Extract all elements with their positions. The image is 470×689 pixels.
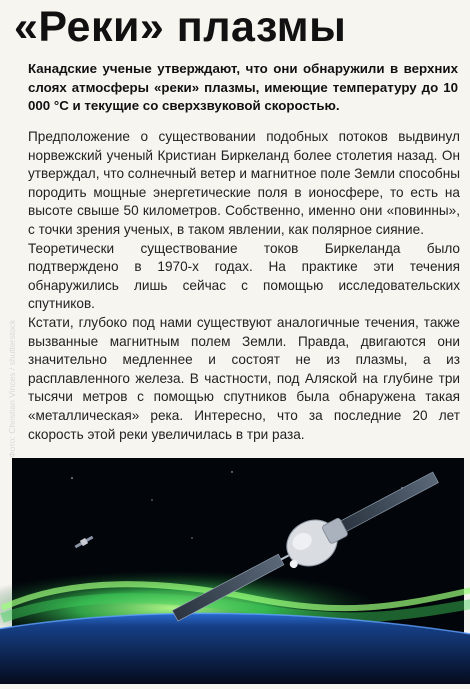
photo-credit: Фото: Christian Vinces / shutterstock [7, 319, 17, 458]
article-title: «Реки» плазмы [14, 3, 347, 51]
article-lead [28, 60, 458, 116]
article-body [28, 128, 460, 444]
body-paragraph-1: Предположение о существовании подобных потоков выдвинул норвежский ученый Кристиан Биркеланд более столетия назад. Он утверждал, что солнечный ветер и магнитное поле Земли способны породить мощные энергетические поля в ионосфере, то есть на высоте свыше 50 километров. Собственно, именно они «повинны», с точки зрения ученых, в таком явлении, как полярное сияние. [28, 129, 460, 237]
body-paragraph-2: Теоретически существование токов Биркеланда было подтверждено в 1970-х годах. На практике эти течения обнаружились лишь сейчас с помощью исследовательских спутников. [28, 240, 460, 312]
lead-paragraph: Канадские ученые утверждают, что они обнаружили в верхних слоях атмосферы «реки» плазмы, имеющие температуру до 10 000 °С и текущие со сверхзвуковой скоростью. [28, 61, 458, 114]
body-paragraph-3: Кстати, глубоко под нами существуют аналогичные течения, также вызванные магнитным полем Земли. Правда, двигаются они значительно медленнее и состоят не из плазмы, а из расплавленного железа. В частности, под Аляской на глубине три тысячи метров с помощью спутников была обнаружена такая «металлическая» река. Интересно, что за последние 20 лет скорость этой реки увеличилась в три раза. [28, 314, 460, 442]
